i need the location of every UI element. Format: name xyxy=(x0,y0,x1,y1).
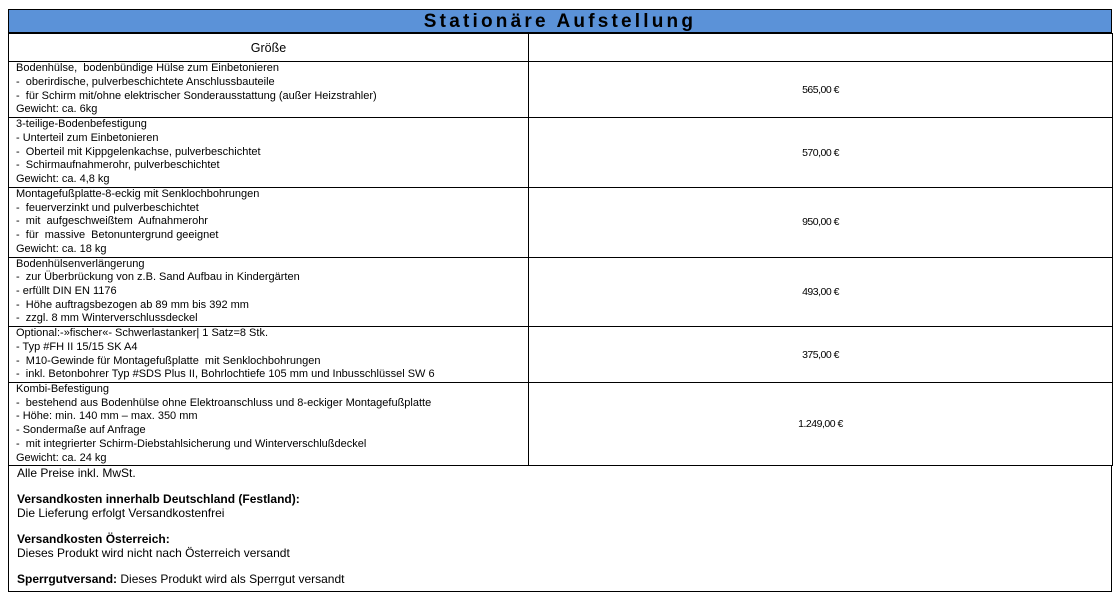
row-line: Gewicht: ca. 18 kg xyxy=(16,242,107,255)
table-row xyxy=(9,383,1113,466)
row-description xyxy=(9,257,529,327)
row-line: - M10-Gewinde für Montagefußplatte mit Senklochbohrungen xyxy=(16,354,321,367)
table-row xyxy=(9,257,1113,327)
row-price: 570,00 € xyxy=(529,118,1113,188)
row-price: 1.249,00 € xyxy=(529,383,1113,466)
row-line: - erfüllt DIN EN 1176 xyxy=(16,284,117,297)
row-description xyxy=(9,62,529,118)
header-price xyxy=(529,34,1113,62)
row-line: - zzgl. 8 mm Winterverschlussdeckel xyxy=(16,312,198,325)
shipping-notes xyxy=(8,466,1112,592)
row-line: - bestehend aus Bodenhülse ohne Elektroanschluss und 8-eckiger Montagefußplatte xyxy=(16,396,432,409)
row-line: - Typ #FH II 15/15 SK A4 xyxy=(16,340,138,353)
row-description xyxy=(9,327,529,383)
at-shipping-text: Dieses Produkt wird nicht nach Österreich versandt xyxy=(17,546,290,561)
row-line: - Schirmaufnahmerohr, pulverbeschichtet xyxy=(16,159,220,172)
row-line: 3-teilige-Bodenbefestigung xyxy=(16,118,147,131)
bulky-label: Sperrgutversand: xyxy=(17,572,118,587)
table-row xyxy=(9,62,1113,118)
row-line: - mit aufgeschweißtem Aufnahmerohr xyxy=(16,215,208,228)
table-header-row xyxy=(9,34,1113,62)
row-line: - oberirdische, pulverbeschichtete Anschlussbauteile xyxy=(16,75,275,88)
at-shipping-heading: Versandkosten Österreich: xyxy=(17,532,170,547)
row-line: - Sondermaße auf Anfrage xyxy=(16,424,146,437)
table-row xyxy=(9,327,1113,383)
vat-note: Alle Preise inkl. MwSt. xyxy=(17,466,136,481)
header-size: Größe xyxy=(9,34,529,62)
sheet-title: Stationäre Aufstellung xyxy=(8,9,1112,33)
row-line: - inkl. Betonbohrer Typ #SDS Plus II, Bohrlochtiefe 105 mm und Inbusschlüssel SW 6 xyxy=(16,368,435,381)
row-line: Gewicht: ca. 4,8 kg xyxy=(16,173,110,186)
row-line: Gewicht: ca. 6kg xyxy=(16,103,98,116)
row-price: 493,00 € xyxy=(529,257,1113,327)
price-table xyxy=(8,33,1113,466)
row-line: Bodenhülse, bodenbündige Hülse zum Einbetonieren xyxy=(16,62,279,75)
bulky-text: Dieses Produkt wird als Sperrgut versandt xyxy=(117,572,345,587)
row-line: Montagefußplatte-8-eckig mit Senklochbohrungen xyxy=(16,188,260,200)
row-line: - feuerverzinkt und pulverbeschichtet xyxy=(16,201,199,214)
row-description xyxy=(9,188,529,258)
row-description xyxy=(9,118,529,188)
row-line: - für massive Betonuntergrund geeignet xyxy=(16,229,219,242)
row-line: - zur Überbrückung von z.B. Sand Aufbau in Kindergärten xyxy=(16,271,300,284)
row-price: 565,00 € xyxy=(529,62,1113,118)
row-line: - Höhe: min. 140 mm – max. 350 mm xyxy=(16,410,198,423)
table-row xyxy=(9,118,1113,188)
row-line: Gewicht: ca. 24 kg xyxy=(16,451,107,464)
row-line: Kombi-Befestigung xyxy=(16,383,109,396)
price-sheet xyxy=(8,9,1112,592)
row-line: - mit integrierter Schirm-Diebstahlsicherung und Winterverschlußdeckel xyxy=(16,437,367,450)
row-description xyxy=(9,383,529,466)
row-line: Optional:-»fischer«- Schwerlastanker| 1 Satz=8 Stk. xyxy=(16,327,269,340)
row-price: 950,00 € xyxy=(529,188,1113,258)
row-line: Bodenhülsenverlängerung xyxy=(16,257,145,270)
row-price: 375,00 € xyxy=(529,327,1113,383)
table-row xyxy=(9,188,1113,258)
row-line: - Höhe auftragsbezogen ab 89 mm bis 392 mm xyxy=(16,298,249,311)
de-shipping-text: Die Lieferung erfolgt Versandkostenfrei xyxy=(17,506,225,521)
row-line: - für Schirm mit/ohne elektrischer Sonderausstattung (außer Heizstrahler) xyxy=(16,89,377,102)
de-shipping-heading: Versandkosten innerhalb Deutschland (Festland): xyxy=(17,492,300,507)
row-line: - Oberteil mit Kippgelenkachse, pulverbeschichtet xyxy=(16,145,261,158)
row-line: - Unterteil zum Einbetonieren xyxy=(16,131,159,144)
